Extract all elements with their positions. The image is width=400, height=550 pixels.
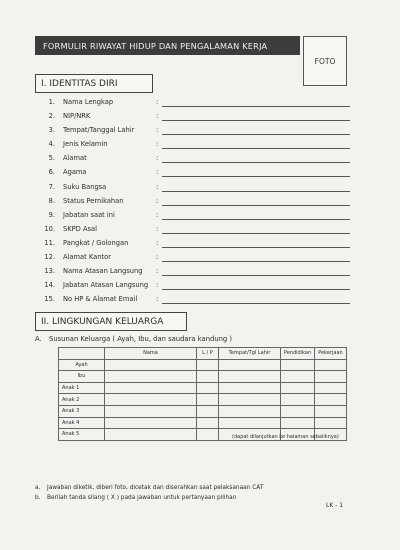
family-table-cell[interactable] [315,394,347,406]
family-table-cell[interactable] [105,429,197,441]
family-table-cell[interactable] [219,405,281,417]
family-table-cell[interactable] [281,359,315,371]
family-table-cell[interactable] [105,382,197,394]
identity-field-row [35,251,350,265]
family-table-cell[interactable] [197,382,219,394]
footnotes [35,483,263,503]
identity-field-row [35,96,350,110]
family-table-row [59,359,347,371]
field-label: Alamat [63,154,87,163]
form-title: FORMULIR RIWAYAT HIDUP DAN PENGALAMAN KERJA [35,36,300,55]
field-label: Agama [63,168,87,177]
family-table-header: Nama [105,348,197,360]
footnote [35,483,263,493]
photo-box [303,36,347,86]
field-number: 1. [48,98,55,106]
footnote-text: Jawaban diketik, diberi foto, dicetak dan diserahkan saat pelaksanaan CAT [47,485,264,491]
family-table-cell[interactable] [219,417,281,429]
identity-field-row [35,293,350,307]
field-label: Nama Atasan Langsung [63,267,143,276]
field-input-line[interactable] [162,219,350,220]
field-number: 15. [44,295,55,304]
field-label: Jabatan saat ini [63,210,115,219]
family-table-cell[interactable] [105,359,197,371]
footnote [35,493,263,503]
field-number: 2. [48,112,55,121]
field-number: 14. [44,281,55,290]
family-subsection-heading [35,335,232,343]
family-table-cell[interactable] [197,429,219,441]
family-table-cell[interactable] [315,359,347,371]
field-input-line[interactable] [162,275,350,276]
family-table-cell[interactable] [105,371,197,383]
field-label: Nama Lengkap [63,98,114,106]
footnote-letter: a. [35,485,41,491]
family-table-cell[interactable] [281,394,315,406]
family-table-row [59,417,347,429]
field-input-line[interactable] [162,247,350,248]
field-input-line[interactable] [162,148,350,149]
family-table-cell[interactable] [219,359,281,371]
family-table-cell[interactable] [197,417,219,429]
field-number: 13. [44,267,55,276]
field-colon: : [156,196,159,205]
family-table-cell[interactable] [105,417,197,429]
field-colon: : [156,168,159,177]
family-table-cell[interactable] [315,371,347,383]
field-input-line[interactable] [162,120,350,121]
field-label: Jabatan Atasan Langsung [63,281,149,290]
family-table-cell[interactable] [197,371,219,383]
field-number: 7. [48,182,55,191]
family-table-row [59,394,347,406]
family-table-cell[interactable] [197,405,219,417]
field-label: Suku Bangsa [63,182,107,191]
family-table-cell[interactable] [281,417,315,429]
family-table-header: Tempat/Tgl Lahir [219,348,281,360]
field-number: 3. [48,126,55,135]
field-input-line[interactable] [162,289,350,290]
family-table-header: Pekerjaan [315,348,347,360]
identity-field-row [35,124,350,138]
field-input-line[interactable] [162,205,350,206]
field-input-line[interactable] [162,303,350,304]
photo-label: FOTO [314,56,336,66]
field-label: Tempat/Tanggal Lahir [63,126,135,135]
field-number: 8. [48,196,55,205]
field-input-line[interactable] [162,134,350,135]
family-table-header: L / P [197,348,219,360]
family-row-label: Anak 1 [59,382,105,394]
subsection-title: Susunan Keluarga ( Ayah, Ibu, dan saudara kandung ) [49,335,233,343]
footnote-text: Berilah tanda silang ( X ) pada jawaban untuk pertanyaan pilihan [47,495,237,501]
field-label: SKPD Asal [63,224,97,233]
identity-field-row [35,237,350,251]
field-colon: : [156,281,159,290]
family-table-cell[interactable] [281,405,315,417]
field-number: 12. [44,253,55,262]
family-row-label: Anak 2 [59,394,105,406]
family-table-cell[interactable] [315,405,347,417]
family-table-cell[interactable] [281,371,315,383]
family-table-cell[interactable] [105,405,197,417]
identity-field-row [35,195,350,209]
family-table-cell[interactable] [219,394,281,406]
field-colon: : [156,112,159,121]
family-table-header [59,348,105,360]
field-colon: : [156,98,159,106]
family-table-header: Pendidikan [281,348,315,360]
family-table-row [59,382,347,394]
field-label: Pangkat / Golongan [63,238,129,247]
field-colon: : [156,238,159,247]
identity-field-row [35,279,350,293]
family-table-cell[interactable] [197,359,219,371]
family-row-label: Anak 4 [59,417,105,429]
identity-field-row [35,138,350,152]
family-table-cell[interactable] [197,394,219,406]
page-code: LK - 1 [326,502,344,509]
identity-field-row [35,110,350,124]
family-table-row [59,371,347,383]
family-row-label: Ibu [59,371,105,383]
section-identitas-title: I. IDENTITAS DIRI [35,74,153,93]
field-label: NIP/NRK [63,112,91,121]
field-number: 5. [48,154,55,163]
family-row-label: Anak 3 [59,405,105,417]
family-row-label: Anak 5 [59,429,105,441]
family-table-cell[interactable] [105,394,197,406]
field-input-line[interactable] [162,162,350,163]
field-colon: : [156,267,159,276]
family-table-cell[interactable] [315,382,347,394]
field-input-line[interactable] [162,191,350,192]
family-table-cell[interactable] [219,371,281,383]
field-colon: : [156,154,159,163]
identity-field-row [35,223,350,237]
field-label: Jenis Kelamin [63,140,108,149]
section-keluarga-title: II. LINGKUNGAN KELUARGA [35,312,187,331]
identity-field-row [35,181,350,195]
identity-field-row [35,166,350,180]
footnote-letter: b. [35,495,41,501]
field-colon: : [156,210,159,219]
field-colon: : [156,224,159,233]
field-colon: : [156,295,159,304]
subsection-letter: A. [35,335,42,343]
field-input-line[interactable] [162,233,350,234]
table-continuation-note: (dapat dilanjutkan ke halaman sebaliknya) [232,434,339,440]
family-row-label: Ayah [59,359,105,371]
family-table-cell[interactable] [281,382,315,394]
field-number: 9. [48,210,55,219]
family-table-cell[interactable] [315,417,347,429]
field-number: 10. [44,224,55,233]
field-number: 11. [44,238,55,247]
field-input-line[interactable] [162,261,350,262]
family-table-header-row [59,348,347,360]
identity-field-row [35,209,350,223]
field-input-line[interactable] [162,106,350,107]
identity-field-list [35,96,350,307]
family-table [58,347,347,441]
field-colon: : [156,140,159,149]
field-number: 6. [48,168,55,177]
field-colon: : [156,182,159,191]
identity-field-row [35,265,350,279]
field-label: Status Pernikahan [63,196,124,205]
field-input-line[interactable] [162,176,350,177]
family-table-cell[interactable] [219,382,281,394]
field-label: Alamat Kantor [63,253,111,262]
identity-field-row [35,152,350,166]
field-label: No HP & Alamat Email [63,295,138,304]
family-table-row [59,405,347,417]
field-number: 4. [48,140,55,149]
field-colon: : [156,253,159,262]
field-colon: : [156,126,159,135]
